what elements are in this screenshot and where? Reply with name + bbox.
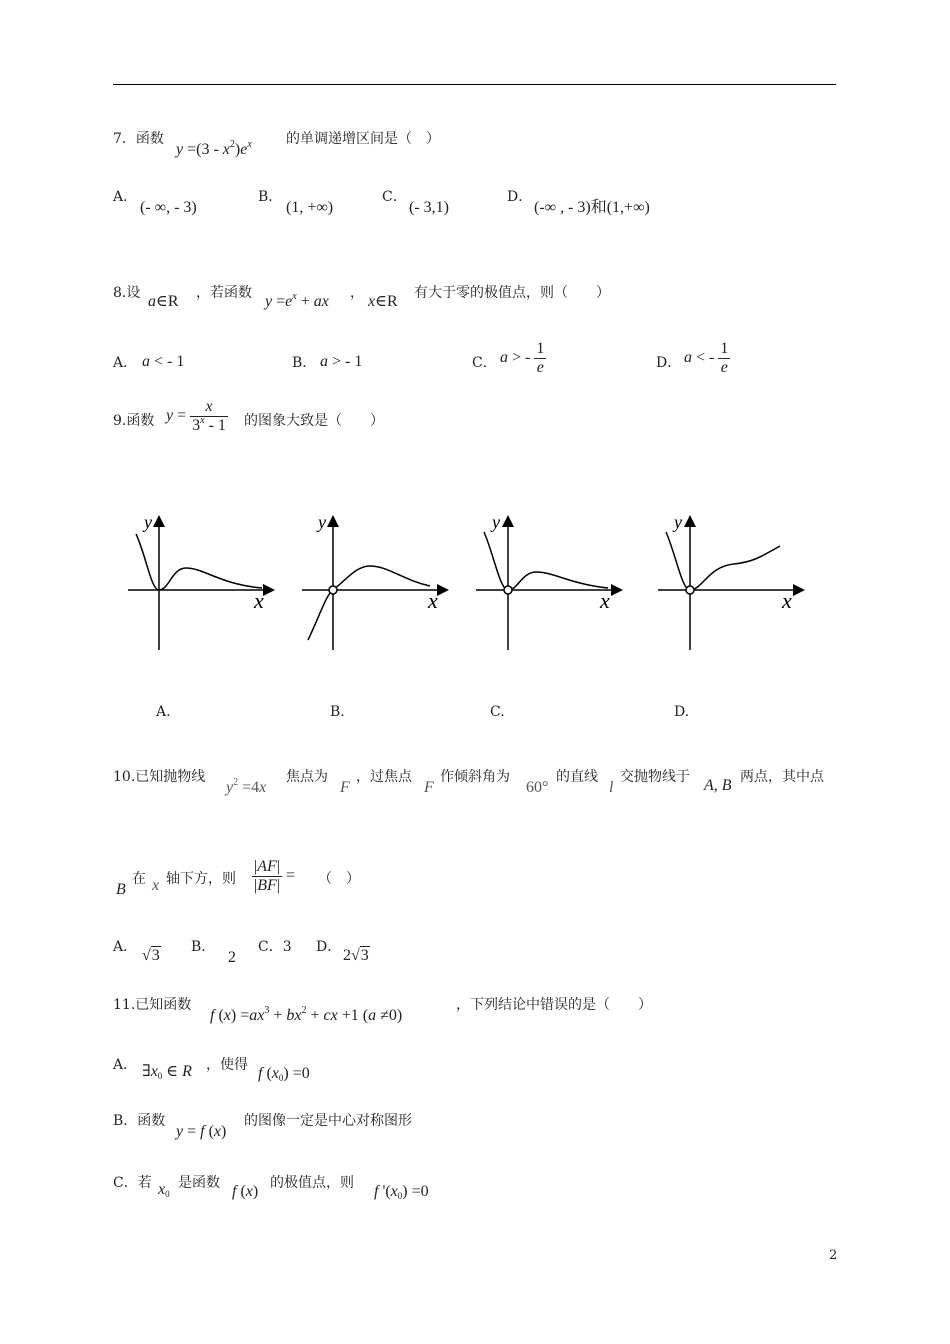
q7-option-a-label: A． [113, 189, 138, 205]
q11-option-c-eq: f '$(x_0) =0$ [374, 1183, 429, 1201]
q11-option-b-eq: y = f (x) [176, 1123, 227, 1140]
q8-option-c: a > - $\frac{1}{e}$ [500, 340, 545, 376]
q10-focus-2: F [424, 779, 434, 796]
curve [666, 532, 780, 590]
q8-option-b-label: B． [292, 355, 317, 371]
open-point [329, 586, 337, 594]
q8-option-a: a < - 1 [142, 353, 185, 370]
y-label: y [318, 512, 326, 532]
q11-option-a-eq: f $(x_0) =0$ [258, 1065, 310, 1083]
y-label: y [674, 512, 682, 532]
q10-focus: F [340, 779, 350, 796]
q9-function: y = $\frac{x}{3^x - 1}$ [166, 398, 226, 434]
q11-option-b-suffix: 的图像一定是中心对称图形 [244, 1113, 412, 1129]
x-label: x [428, 588, 438, 613]
y-label: y [492, 512, 500, 532]
curve [136, 534, 262, 590]
q10-text5: 交抛物线于 [620, 769, 690, 785]
q11-option-c-label: C．若 [113, 1175, 152, 1191]
q10-text8: 轴下方，则 [166, 871, 236, 887]
q10-prefix: 10.已知抛物线 [113, 769, 206, 785]
q11-suffix: ，下列结论中错误的是（ ） [456, 997, 652, 1013]
graph-b-caption: B. [330, 704, 345, 720]
q10-text6: 两点，其中点 [740, 769, 824, 785]
q7-option-b-label: B． [258, 189, 283, 205]
q7-option-d-label: D． [507, 189, 533, 205]
q10-option-a: √3 [142, 947, 160, 964]
q8-option-d-label: D． [656, 355, 682, 371]
q10-points: A, B [704, 777, 732, 794]
q7-prefix: 7．函数 [113, 131, 164, 147]
q11-option-c-mid2: 的极值点，则 [270, 1175, 354, 1191]
q8-condition: a∈R [148, 293, 179, 310]
graph-a [124, 510, 284, 660]
q8-domain: x∈R [368, 293, 398, 310]
q11-option-c-x0: $x_0$ [158, 1181, 170, 1199]
q9-prefix: 9.函数 [113, 413, 155, 429]
open-point [504, 586, 512, 594]
x-label: x [782, 588, 792, 613]
q10-x: x [152, 877, 160, 894]
q11-option-b-label: B．函数 [113, 1113, 166, 1129]
q8-prefix: 8.设 [113, 285, 141, 301]
graph-d [654, 510, 814, 660]
q10-option-a-label: A． [113, 939, 138, 955]
x-label: x [600, 588, 610, 613]
q8-comma: ， [350, 285, 364, 301]
graph-b [298, 510, 458, 660]
curve [484, 532, 608, 590]
q11-option-a-label: A． [113, 1057, 138, 1073]
q11-option-c-f: f (x) [232, 1183, 259, 1200]
q10-option-b-label: B． [191, 939, 216, 955]
x-label: x [254, 588, 264, 613]
q10-text4: 的直线 [556, 769, 598, 785]
q11-option-a-exists: $\exists x_0$ ∈ R [142, 1063, 192, 1081]
q10-point-b: B [116, 881, 126, 898]
q7-suffix: 的单调递增区间是（ ） [286, 131, 440, 147]
q8-suffix: 有大于零的极值点，则（ ） [414, 285, 610, 301]
q10-text1: 焦点为 [286, 769, 328, 785]
q10-line: l [609, 779, 614, 796]
graph-d-caption: D. [674, 704, 690, 720]
q10-angle: 60° [526, 779, 549, 796]
q8-option-a-label: A． [113, 355, 138, 371]
q7-option-c: (- 3,1) [409, 199, 449, 216]
q7-option-d: (-∞ , - 3)和(1,+∞) [534, 199, 650, 216]
q7-option-a: (- ∞, - 3) [140, 199, 197, 216]
q10-text3: 作倾斜角为 [440, 769, 510, 785]
q7-option-b: (1, +∞) [286, 199, 334, 216]
q10-option-b: 2 [228, 949, 236, 966]
q8-option-b: a > - 1 [320, 353, 363, 370]
q11-option-c-mid: 是函数 [178, 1175, 220, 1191]
curve [308, 566, 430, 640]
q11-prefix: 11.已知函数 [113, 997, 192, 1013]
page-number: 2 [829, 1248, 838, 1263]
q7-option-c-label: C． [382, 189, 407, 205]
q10-text2: ，过焦点 [356, 769, 412, 785]
y-label: y [144, 512, 152, 532]
header-rule [113, 84, 836, 85]
q10-option-c: C．3 [258, 939, 292, 955]
q8-option-d: a < - $\frac{1}{e}$ [684, 340, 729, 376]
q7-formula: $y =(3 - x^2)e^x$ [176, 139, 252, 158]
q8-mid: ，若函数 [196, 285, 252, 301]
q10-option-d: 2√3 [343, 947, 369, 964]
graph-c-caption: C. [490, 704, 505, 720]
graph-a-caption: A. [156, 704, 171, 720]
q10-equation: $y^2 =4x$ [226, 777, 267, 796]
q10-text7: 在 [132, 871, 146, 887]
q11-function: f $(x) =ax^3 + bx^2$ + cx +1 (a ≠0) [210, 1005, 403, 1024]
q9-suffix: 的图象大致是（ ） [244, 413, 384, 429]
q10-text9: （ ） [318, 871, 360, 887]
q8-function: $y =e^x$ + ax [265, 291, 329, 310]
open-point [686, 586, 694, 594]
q11-option-a-mid: ，使得 [206, 1057, 248, 1073]
q10-option-d-label: D． [316, 939, 342, 955]
q10-ratio: $\frac{|AF|}{|BF|}$ = [254, 858, 295, 894]
graph-c [472, 510, 632, 660]
q8-option-c-label: C． [472, 355, 497, 371]
